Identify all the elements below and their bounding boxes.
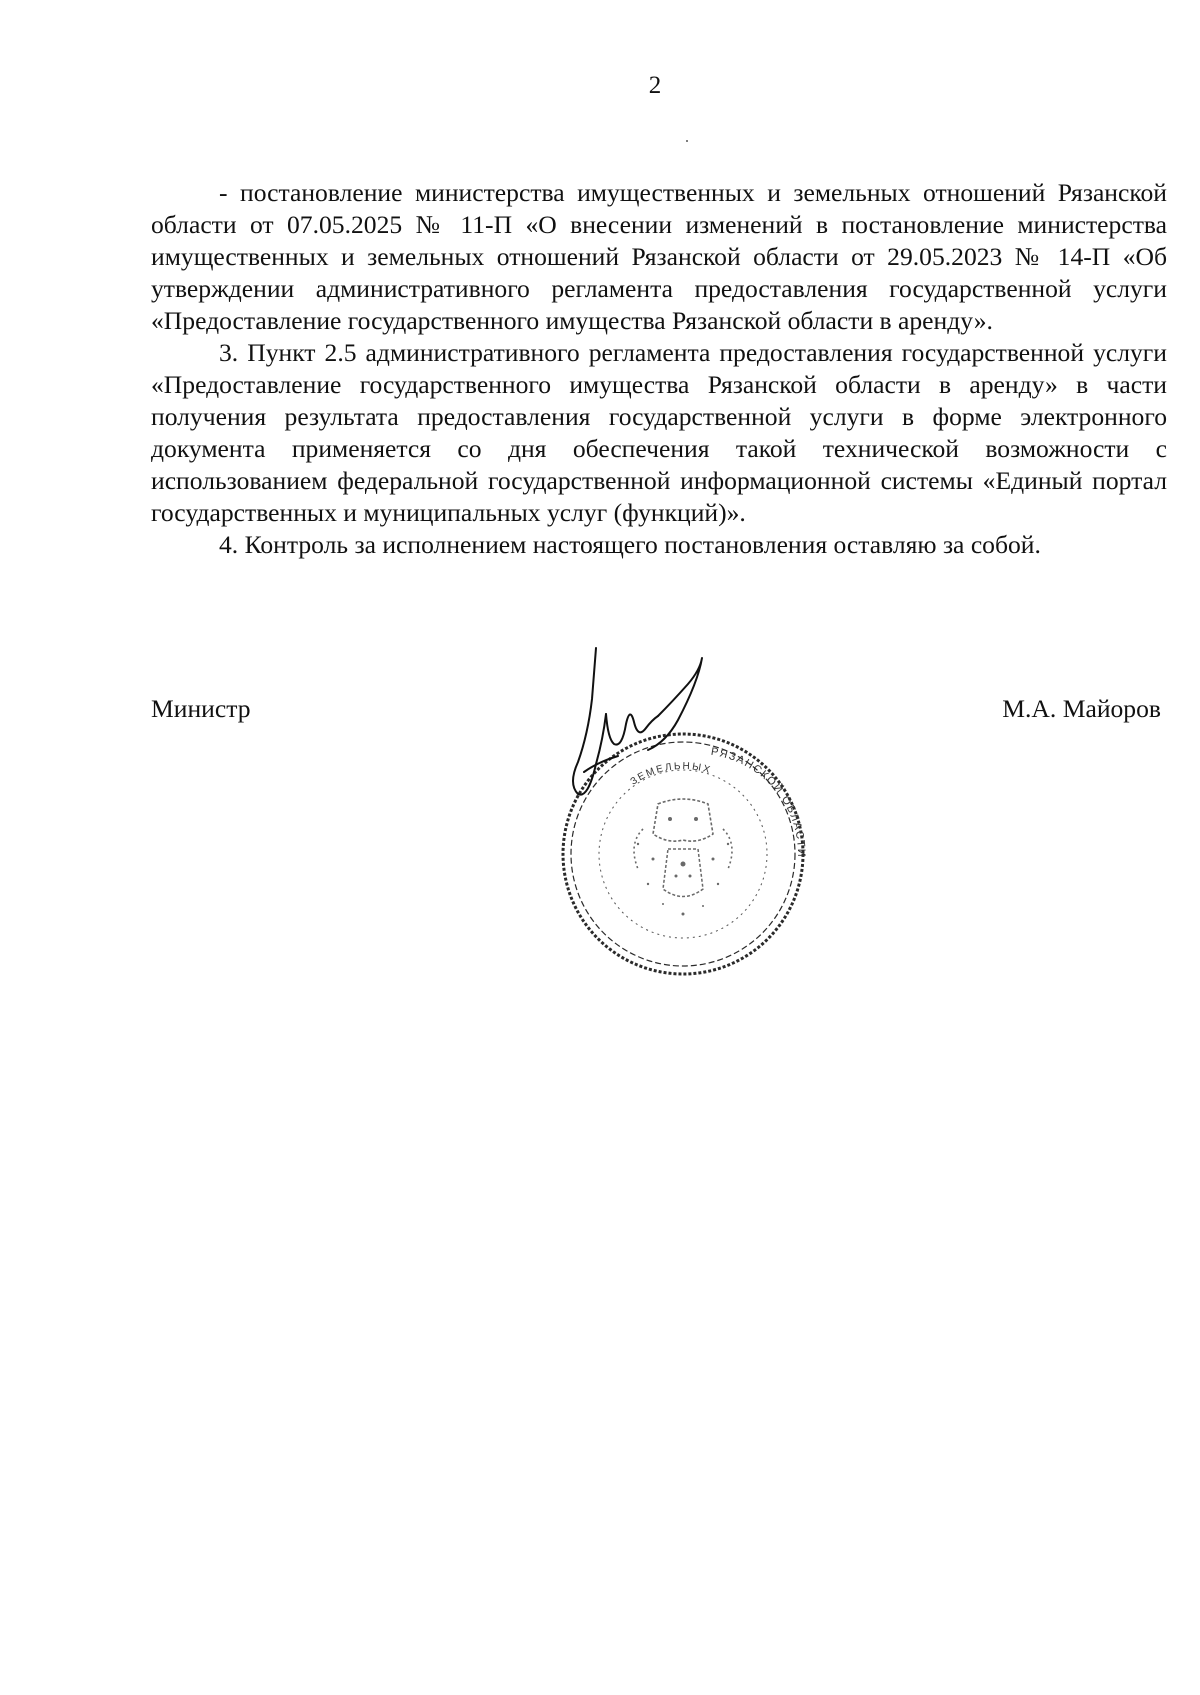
signature-and-seal	[548, 644, 818, 989]
seal-text-right: РЯЗАНСКОЙ ОБЛАСТИ	[709, 745, 808, 859]
paragraph-bullet-decree: - постановление министерства имущественных и земельных отношений Рязанской области от 07.05.2025 № 11-П «О внесении изменений в постановление министерства имущественных и земельных отношений Рязанской области от 29.05.2023 № 14-П «Об утверждении административного регламента предоставления государственной услуги «Предоставление государственного имущества Рязанской области в аренду».	[151, 178, 1167, 335]
scan-speck	[686, 140, 688, 142]
paragraph-item-3: 3. Пункт 2.5 административного регламента предоставления государственной услуги «Предоставление государственного имущества Рязанской области в аренду» в части получения результата предоставления государственной услуги в форме электронного документа применяется со дня обеспечения такой технической возможности с использованием федеральной государственной информационной системы «Единый портал государственных и муниципальных услуг (функций)».	[151, 338, 1167, 527]
signer-title: Министр	[151, 694, 251, 723]
svg-text:РЯЗАНСКОЙ ОБЛАСТИ	[710, 746, 807, 858]
document-body	[151, 177, 1167, 561]
seal-text-top: ЗЕМЕЛЬНЫХ	[628, 760, 713, 788]
paragraph-item-4: 4. Контроль за исполнением настоящего постановления оставляю за собой.	[219, 530, 1041, 559]
page-number: 2	[648, 72, 662, 99]
svg-text:ЗЕМЕЛЬНЫХ	[629, 761, 713, 788]
signer-name: М.А. Майоров	[1002, 694, 1161, 723]
